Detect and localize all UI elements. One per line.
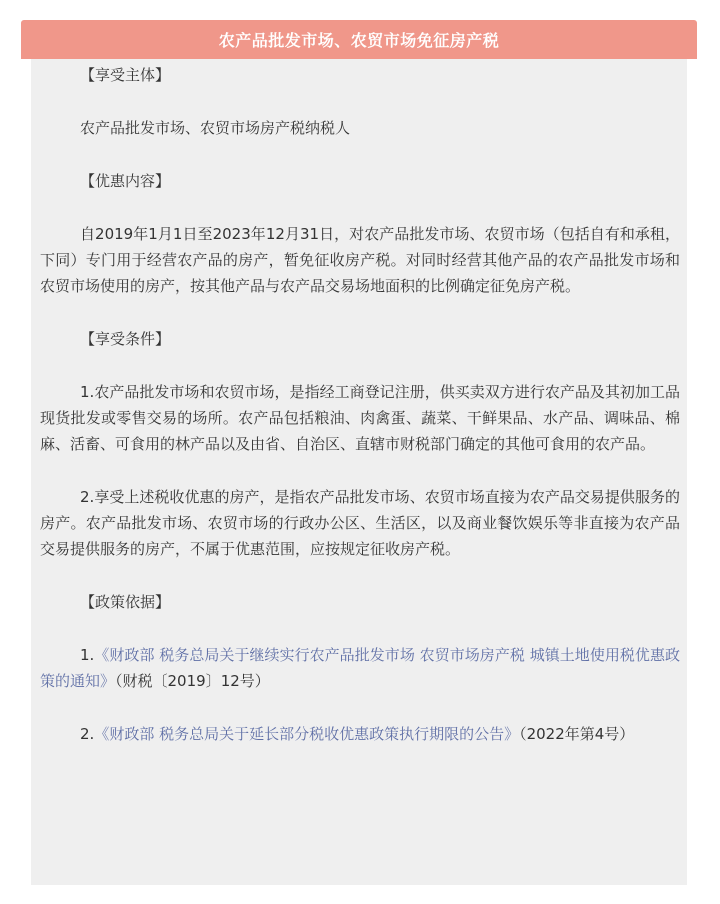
basis-item-2-prefix: 2. <box>80 725 95 743</box>
condition-2-text: 2.享受上述税收优惠的房产，是指农产品批发市场、农贸市场直接为农产品交易提供服务的房产。农产品批发市场、农贸市场的行政办公区、生活区，以及商业餐饮娱乐等非直接为农产品交易提供服务的房产，不属于优惠范围，应按规定征收房产税。 <box>40 488 680 558</box>
basis-item-2-suffix: （2022年第4号） <box>519 725 635 743</box>
basis-item-2 <box>40 721 680 747</box>
title-banner-wrap <box>0 0 720 62</box>
basis-item-1-suffix: （财税〔2019〕12号） <box>115 672 270 690</box>
page-title: 农产品批发市场、农贸市场免征房产税 <box>218 31 500 50</box>
basis-item-1-prefix: 1. <box>80 646 95 664</box>
subject-text: 农产品批发市场、农贸市场房产税纳税人 <box>80 119 351 137</box>
basis-item-2-link[interactable]: 《财政部 税务总局关于延长部分税收优惠政策执行期限的公告》 <box>94 725 520 743</box>
basis-item-1 <box>40 642 680 694</box>
content-heading: 【优惠内容】 <box>80 172 171 190</box>
conditions-heading: 【享受条件】 <box>80 330 171 348</box>
article-body <box>40 62 680 747</box>
condition-1-text: 1.农产品批发市场和农贸市场，是指经工商登记注册，供买卖双方进行农产品及其初加工品现货批发或零售交易的场所。农产品包括粮油、肉禽蛋、蔬菜、干鲜果品、水产品、调味品、棉麻、活畜、可食用的林产品以及由省、自治区、直辖市财税部门确定的其他可食用的农产品。 <box>40 383 680 453</box>
content-text: 自2019年1月1日至2023年12月31日，对农产品批发市场、农贸市场（包括自有和承租，下同）专门用于经营农产品的房产，暂免征收房产税。对同时经营其他产品的农产品批发市场和农贸市场使用的房产，按其他产品与农产品交易场地面积的比例确定征免房产税。 <box>40 225 680 295</box>
basis-item-1-link[interactable]: 《财政部 税务总局关于继续实行农产品批发市场 农贸市场房产税 城镇土地使用税优惠政策的通知》 <box>40 646 680 690</box>
title-banner <box>21 20 697 59</box>
subject-heading: 【享受主体】 <box>80 66 171 84</box>
basis-heading: 【政策依据】 <box>80 593 171 611</box>
